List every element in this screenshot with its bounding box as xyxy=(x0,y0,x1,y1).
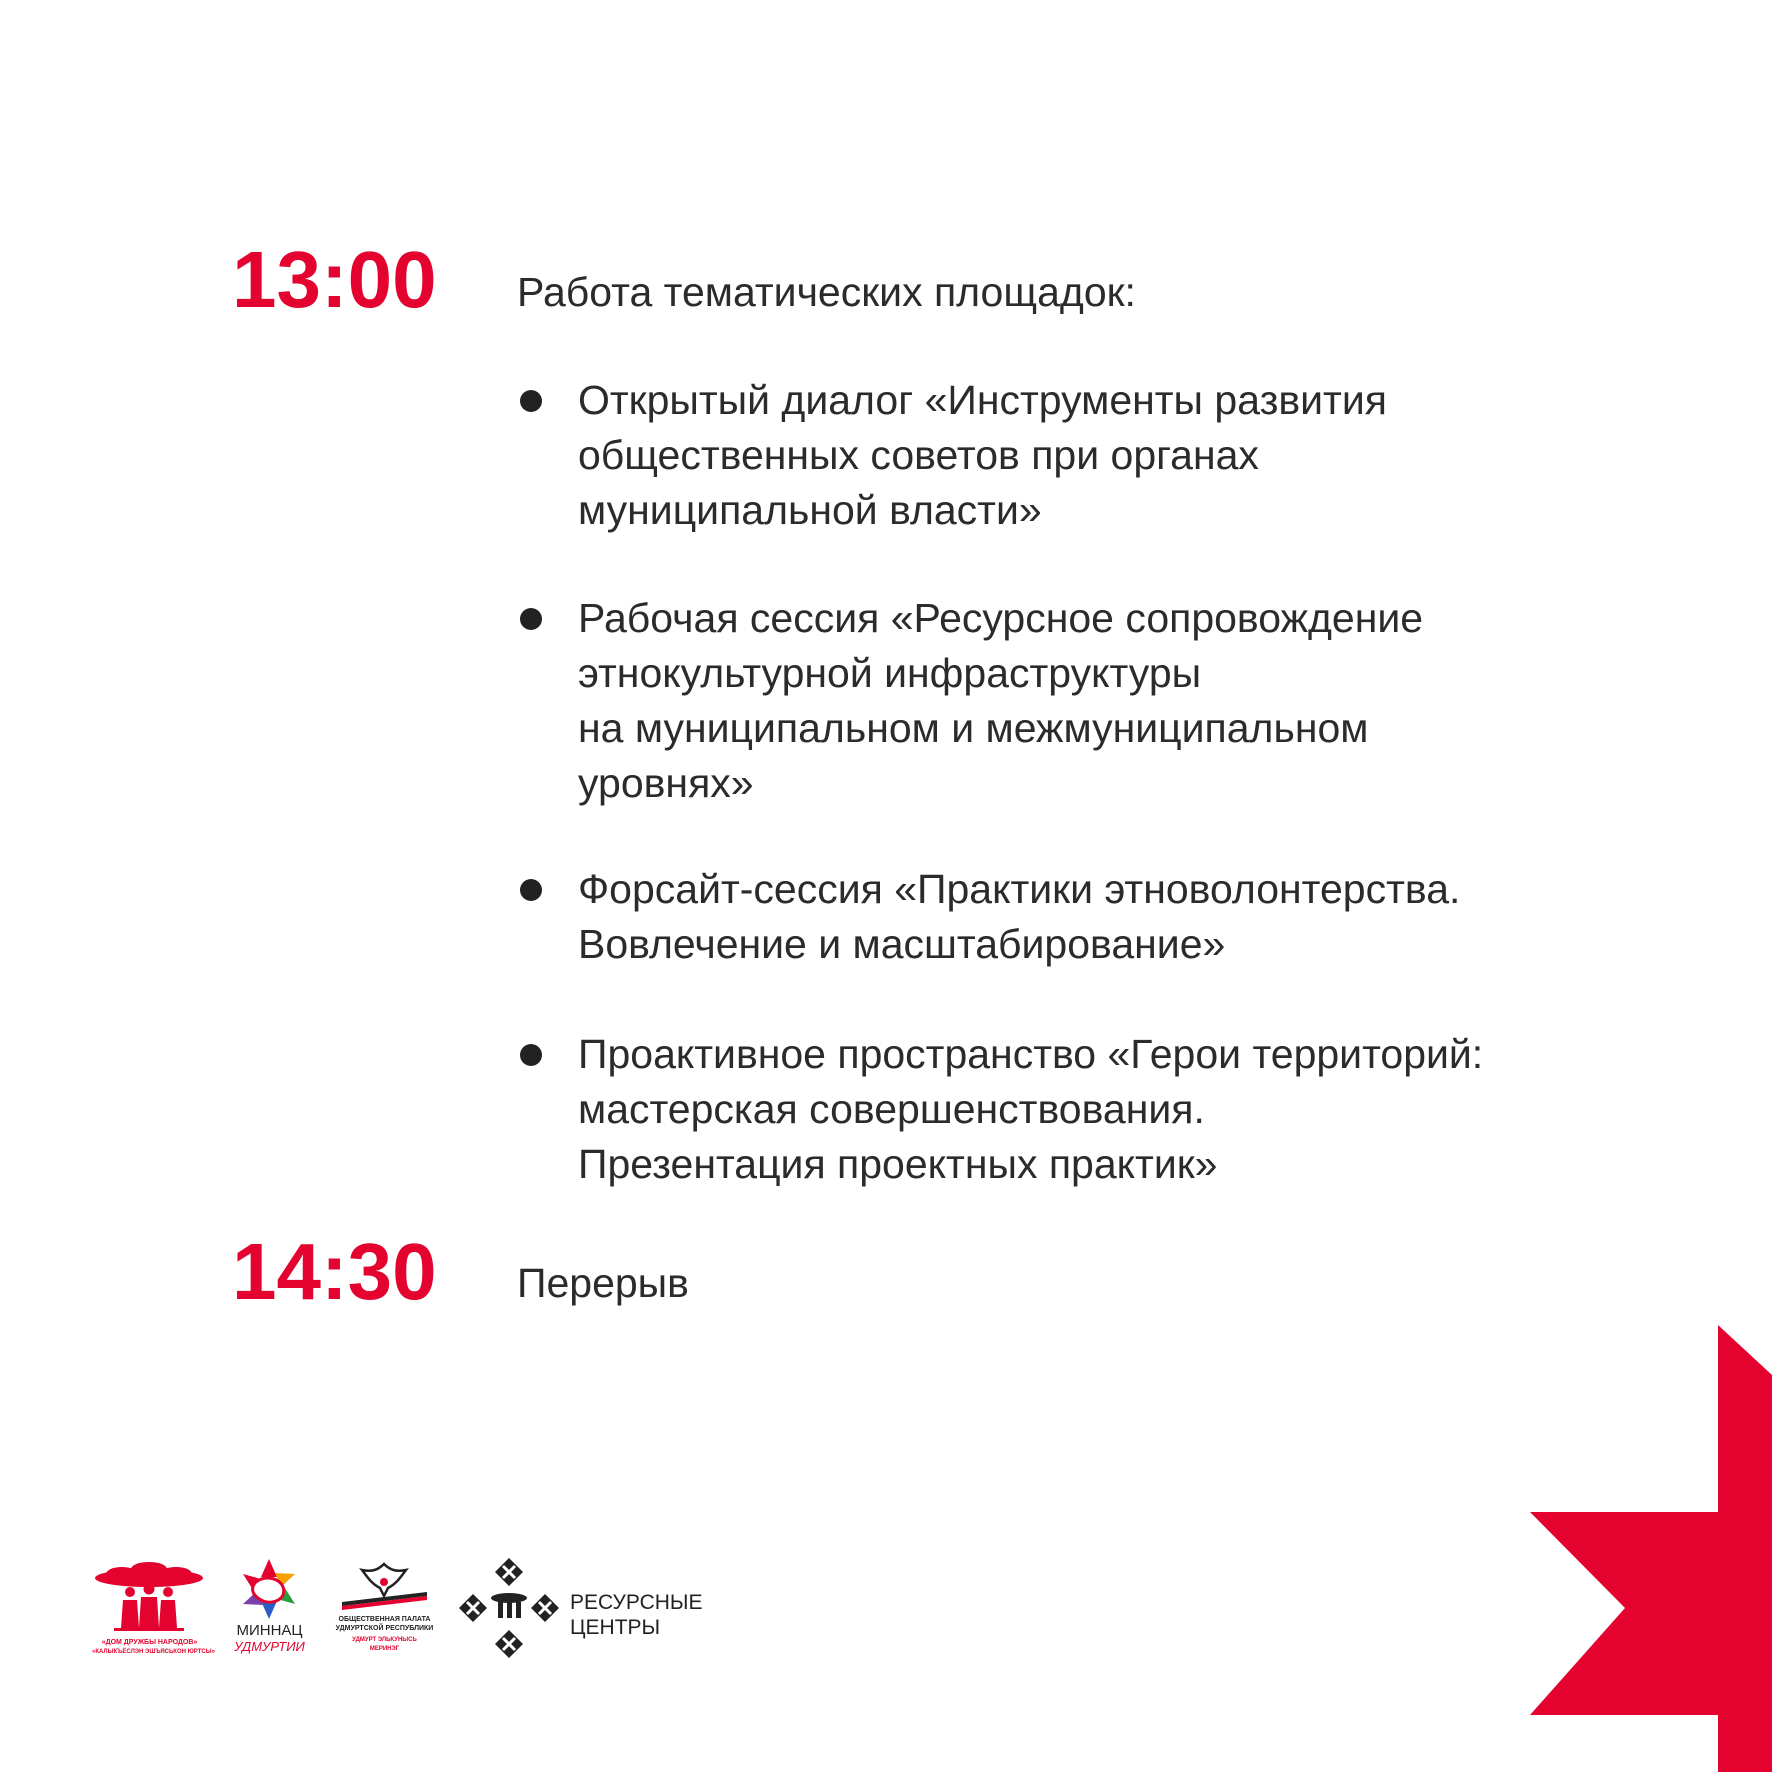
logo-caption: ЦЕНТРЫ xyxy=(570,1616,661,1639)
dom-druzhby-narodov-logo xyxy=(92,1556,215,1671)
list-item-line: Открытый диалог «Инструменты развития xyxy=(578,377,1387,423)
list-item-text xyxy=(578,591,1708,811)
star-flower-icon xyxy=(222,1556,317,1622)
session-title-13-00: Работа тематических площадок: xyxy=(517,269,1136,315)
bullet-icon xyxy=(520,390,542,412)
list-item-line: муниципальной власти» xyxy=(578,487,1042,533)
minnac-udmurtii-logo xyxy=(222,1556,317,1671)
list-item-line: общественных советов при органах xyxy=(578,432,1259,478)
list-item-line: мастерская совершенствования. xyxy=(578,1086,1205,1132)
list-item-text xyxy=(578,373,1708,538)
list-item-line: Презентация проектных практик» xyxy=(578,1141,1218,1187)
logo-caption: ОБЩЕСТВЕННАЯ ПАЛАТА xyxy=(338,1616,431,1623)
logo-caption: УДМУРТ ЭЛЬКУНЫСЬ xyxy=(352,1637,417,1643)
logo-caption: УДМУРТСКОЙ РЕСПУБЛИКИ xyxy=(335,1625,434,1632)
list-item-line: Проактивное пространство «Герои территорий: xyxy=(578,1031,1484,1077)
bullet-icon xyxy=(520,608,542,630)
bullet-icon xyxy=(520,1044,542,1066)
three-figures-icon xyxy=(92,1556,207,1636)
logo-caption: УДМУРТИИ xyxy=(234,1639,305,1654)
list-item-text xyxy=(578,862,1708,972)
logo-caption: РЕСУРСНЫЕ xyxy=(570,1591,703,1614)
list-item-line: Рабочая сессия «Ресурсное сопровождение xyxy=(578,595,1424,641)
list-item-line: этнокультурной инфраструктуры xyxy=(578,650,1202,696)
logo-caption: «КАЛЫКЪЁСЛЭН ЭШЪЯСЬКОН ЮРТСЫ» xyxy=(92,1649,215,1655)
list-item-line: на муниципальном и межмуниципальном xyxy=(578,705,1369,751)
list-item-line: уровнях» xyxy=(578,760,754,806)
bullet-icon xyxy=(520,879,542,901)
bird-emblem-icon xyxy=(332,1556,437,1616)
time-13-00: 13:00 xyxy=(232,235,437,324)
list-item-line: Форсайт-сессия «Практики этноволонтерства. xyxy=(578,866,1461,912)
logo-caption: «ДОМ ДРУЖБЫ НАРОДОВ» xyxy=(101,1639,198,1646)
list-item-text xyxy=(578,1027,1708,1192)
logo-caption: МЕРИНЭГ xyxy=(369,1646,400,1652)
session-title-14-30: Перерыв xyxy=(517,1260,689,1306)
time-14-30: 14:30 xyxy=(232,1227,437,1316)
logo-caption: МИННАЦ xyxy=(236,1622,303,1639)
resursnye-centry-logo xyxy=(457,1556,727,1671)
partner-logos xyxy=(92,1556,732,1671)
obshchestvennaya-palata-logo xyxy=(332,1556,437,1671)
diamond-ornament-icon xyxy=(457,1556,562,1661)
list-item-line: Вовлечение и масштабирование» xyxy=(578,921,1226,967)
